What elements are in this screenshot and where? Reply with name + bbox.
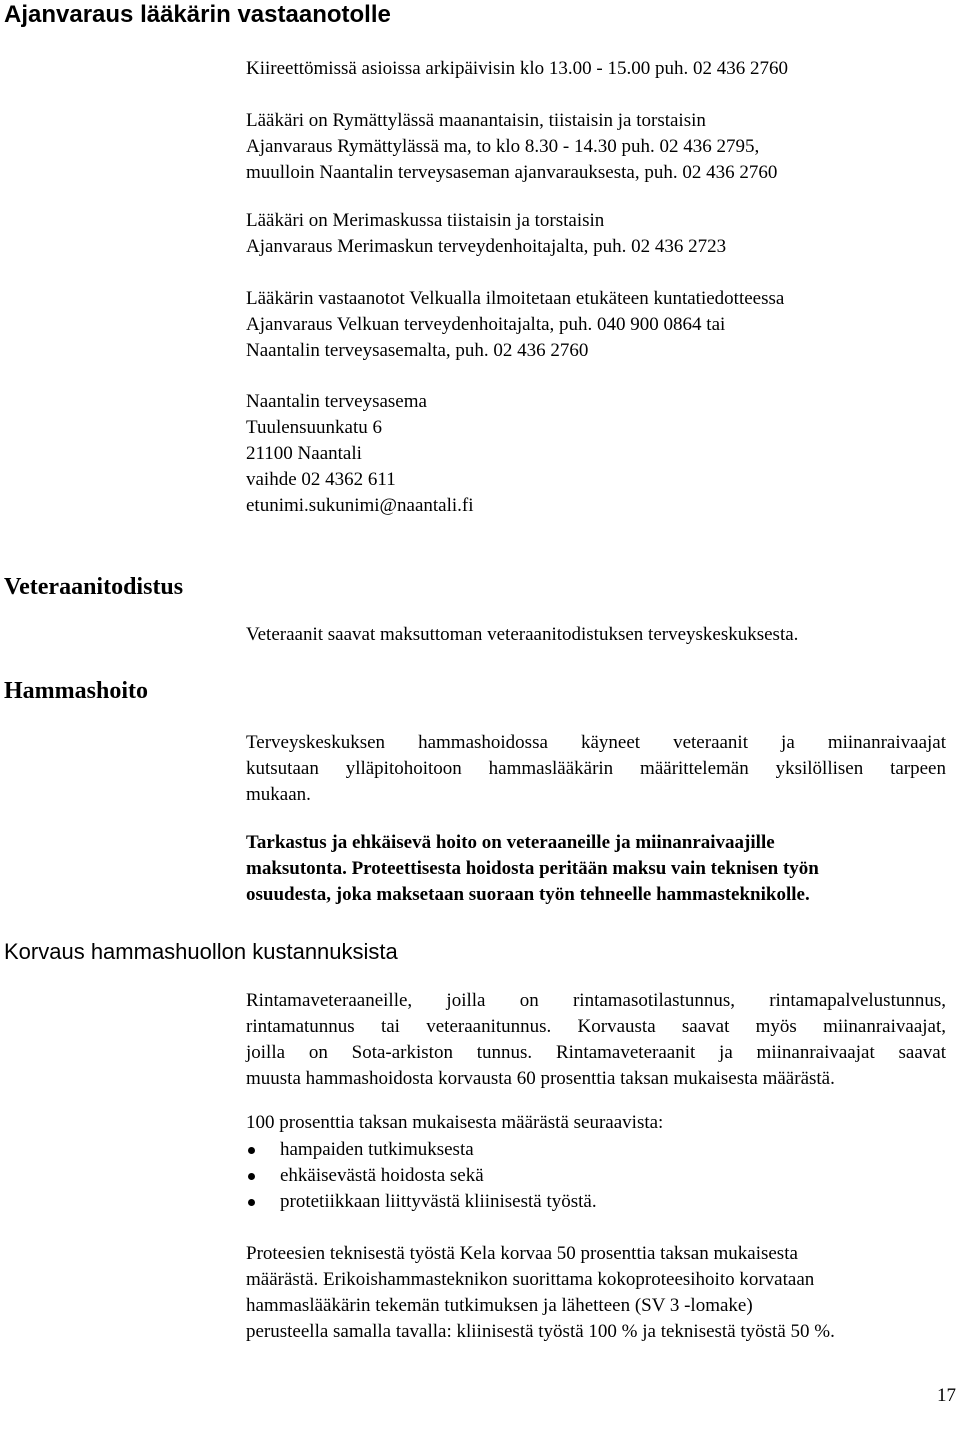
text-line: Veteraanit saavat maksuttoman veteraanitodistuksen terveyskeskuksesta. xyxy=(246,624,799,645)
address-line: 21100 Naantali xyxy=(246,443,362,464)
address-block xyxy=(246,389,946,519)
text-line: Proteesien teknisestä työstä Kela korvaa 50 prosenttia taksan mukaisesta xyxy=(246,1243,798,1264)
bullet-list xyxy=(246,1137,597,1215)
heading-korvaus: Korvaus hammashuollon kustannuksista xyxy=(4,939,398,964)
email-text: etunimi.sukunimi@naantali.fi xyxy=(246,495,474,516)
text-line: Lääkäri on Merimaskussa tiistaisin ja torstaisin xyxy=(246,210,605,231)
bullet-icon xyxy=(248,1147,255,1154)
velkua-paragraph xyxy=(246,286,946,364)
list-item-text: hampaiden tutkimuksesta xyxy=(280,1139,474,1160)
urgent-paragraph xyxy=(246,56,946,82)
text-line: Lääkäri on Rymättylässä maanantaisin, tiistaisin ja torstaisin xyxy=(246,110,706,131)
text-line: Terveyskeskuksen hammashoidossa käyneet veteraanit ja miinanraivaajat xyxy=(246,732,946,753)
list-item xyxy=(246,1189,597,1215)
page-number: 17 xyxy=(937,1385,956,1406)
heading-ajanvaraus: Ajanvaraus lääkärin vastaanotolle xyxy=(4,1,391,28)
text-line: perusteella samalla tavalla: kliinisestä työstä 100 % ja teknisestä työstä 50 %. xyxy=(246,1321,835,1342)
text-line: 100 prosenttia taksan mukaisesta määrästä seuraavista: xyxy=(246,1112,664,1133)
text-line: muulloin Naantalin terveysaseman ajanvarauksesta, puh. 02 436 2760 xyxy=(246,162,778,183)
bullet-icon xyxy=(248,1173,255,1180)
text-line: rintamatunnus tai veteraanitunnus. Korvausta saavat myös miinanraivaajat, xyxy=(246,1016,946,1037)
kela-paragraph xyxy=(246,1241,946,1345)
text-line: joilla on Sota-arkiston tunnus. Rintamaveteraanit ja miinanraivaajat saavat xyxy=(246,1042,946,1063)
text-line: Kiireettömissä asioissa arkipäivisin klo 13.00 - 15.00 puh. 02 436 2760 xyxy=(246,58,788,79)
list-item-text: ehkäisevästä hoidosta sekä xyxy=(280,1165,484,1186)
merimasku-paragraph xyxy=(246,208,946,260)
text-line: määrästä. Erikoishammasteknikon suorittama kokoproteesihoito korvataan xyxy=(246,1269,815,1290)
text-line: Tarkastus ja ehkäisevä hoito on veteraaneille ja miinanraivaajille xyxy=(246,832,775,853)
heading-hammashoito: Hammashoito xyxy=(4,678,148,704)
text-line: kutsutaan ylläpitohoitoon hammaslääkärin määrittelemän yksilöllisen tarpeen xyxy=(246,758,946,779)
text-line: Ajanvaraus Merimaskun terveydenhoitajalta, puh. 02 436 2723 xyxy=(246,236,727,257)
list-item xyxy=(246,1163,597,1189)
text-line: osuudesta, joka maksetaan suoraan työn tehneelle hammasteknikolle. xyxy=(246,884,810,905)
rymattyla-paragraph xyxy=(246,108,946,186)
address-line: vaihde 02 4362 611 xyxy=(246,469,396,490)
address-line: Tuulensuunkatu 6 xyxy=(246,417,383,438)
bullet-icon xyxy=(248,1199,255,1206)
hammashoito-paragraph xyxy=(246,730,946,808)
text-line: Rintamaveteraaneille, joilla on rintamasotilastunnus, rintamapalvelustunnus, xyxy=(246,990,946,1011)
korvaus-paragraph xyxy=(246,988,946,1092)
text-line: muusta hammashoidosta korvausta 60 prosenttia taksan mukaisesta määrästä. xyxy=(246,1068,835,1089)
text-line: Lääkärin vastaanotot Velkualla ilmoitetaan etukäteen kuntatiedotteessa xyxy=(246,288,785,309)
hammashoito-bold-paragraph xyxy=(246,830,946,908)
list-item-text: protetiikkaan liittyvästä kliinisestä työstä. xyxy=(280,1191,597,1212)
list-item xyxy=(246,1137,597,1163)
text-line: Naantalin terveysasemalta, puh. 02 436 2760 xyxy=(246,340,589,361)
list-intro xyxy=(246,1110,946,1136)
veteraanitodistus-paragraph xyxy=(246,622,946,648)
address-line: Naantalin terveysasema xyxy=(246,391,427,412)
heading-veteraanitodistus: Veteraanitodistus xyxy=(4,574,184,600)
text-line: maksutonta. Proteettisesta hoidosta peritään maksu vain teknisen työn xyxy=(246,858,819,879)
text-line: Ajanvaraus Rymättylässä ma, to klo 8.30 - 14.30 puh. 02 436 2795, xyxy=(246,136,760,157)
text-line: mukaan. xyxy=(246,784,311,805)
text-line: Ajanvaraus Velkuan terveydenhoitajalta, puh. 040 900 0864 tai xyxy=(246,314,726,335)
text-line: hammaslääkärin tekemän tutkimuksen ja lähetteen (SV 3 -lomake) xyxy=(246,1295,753,1316)
